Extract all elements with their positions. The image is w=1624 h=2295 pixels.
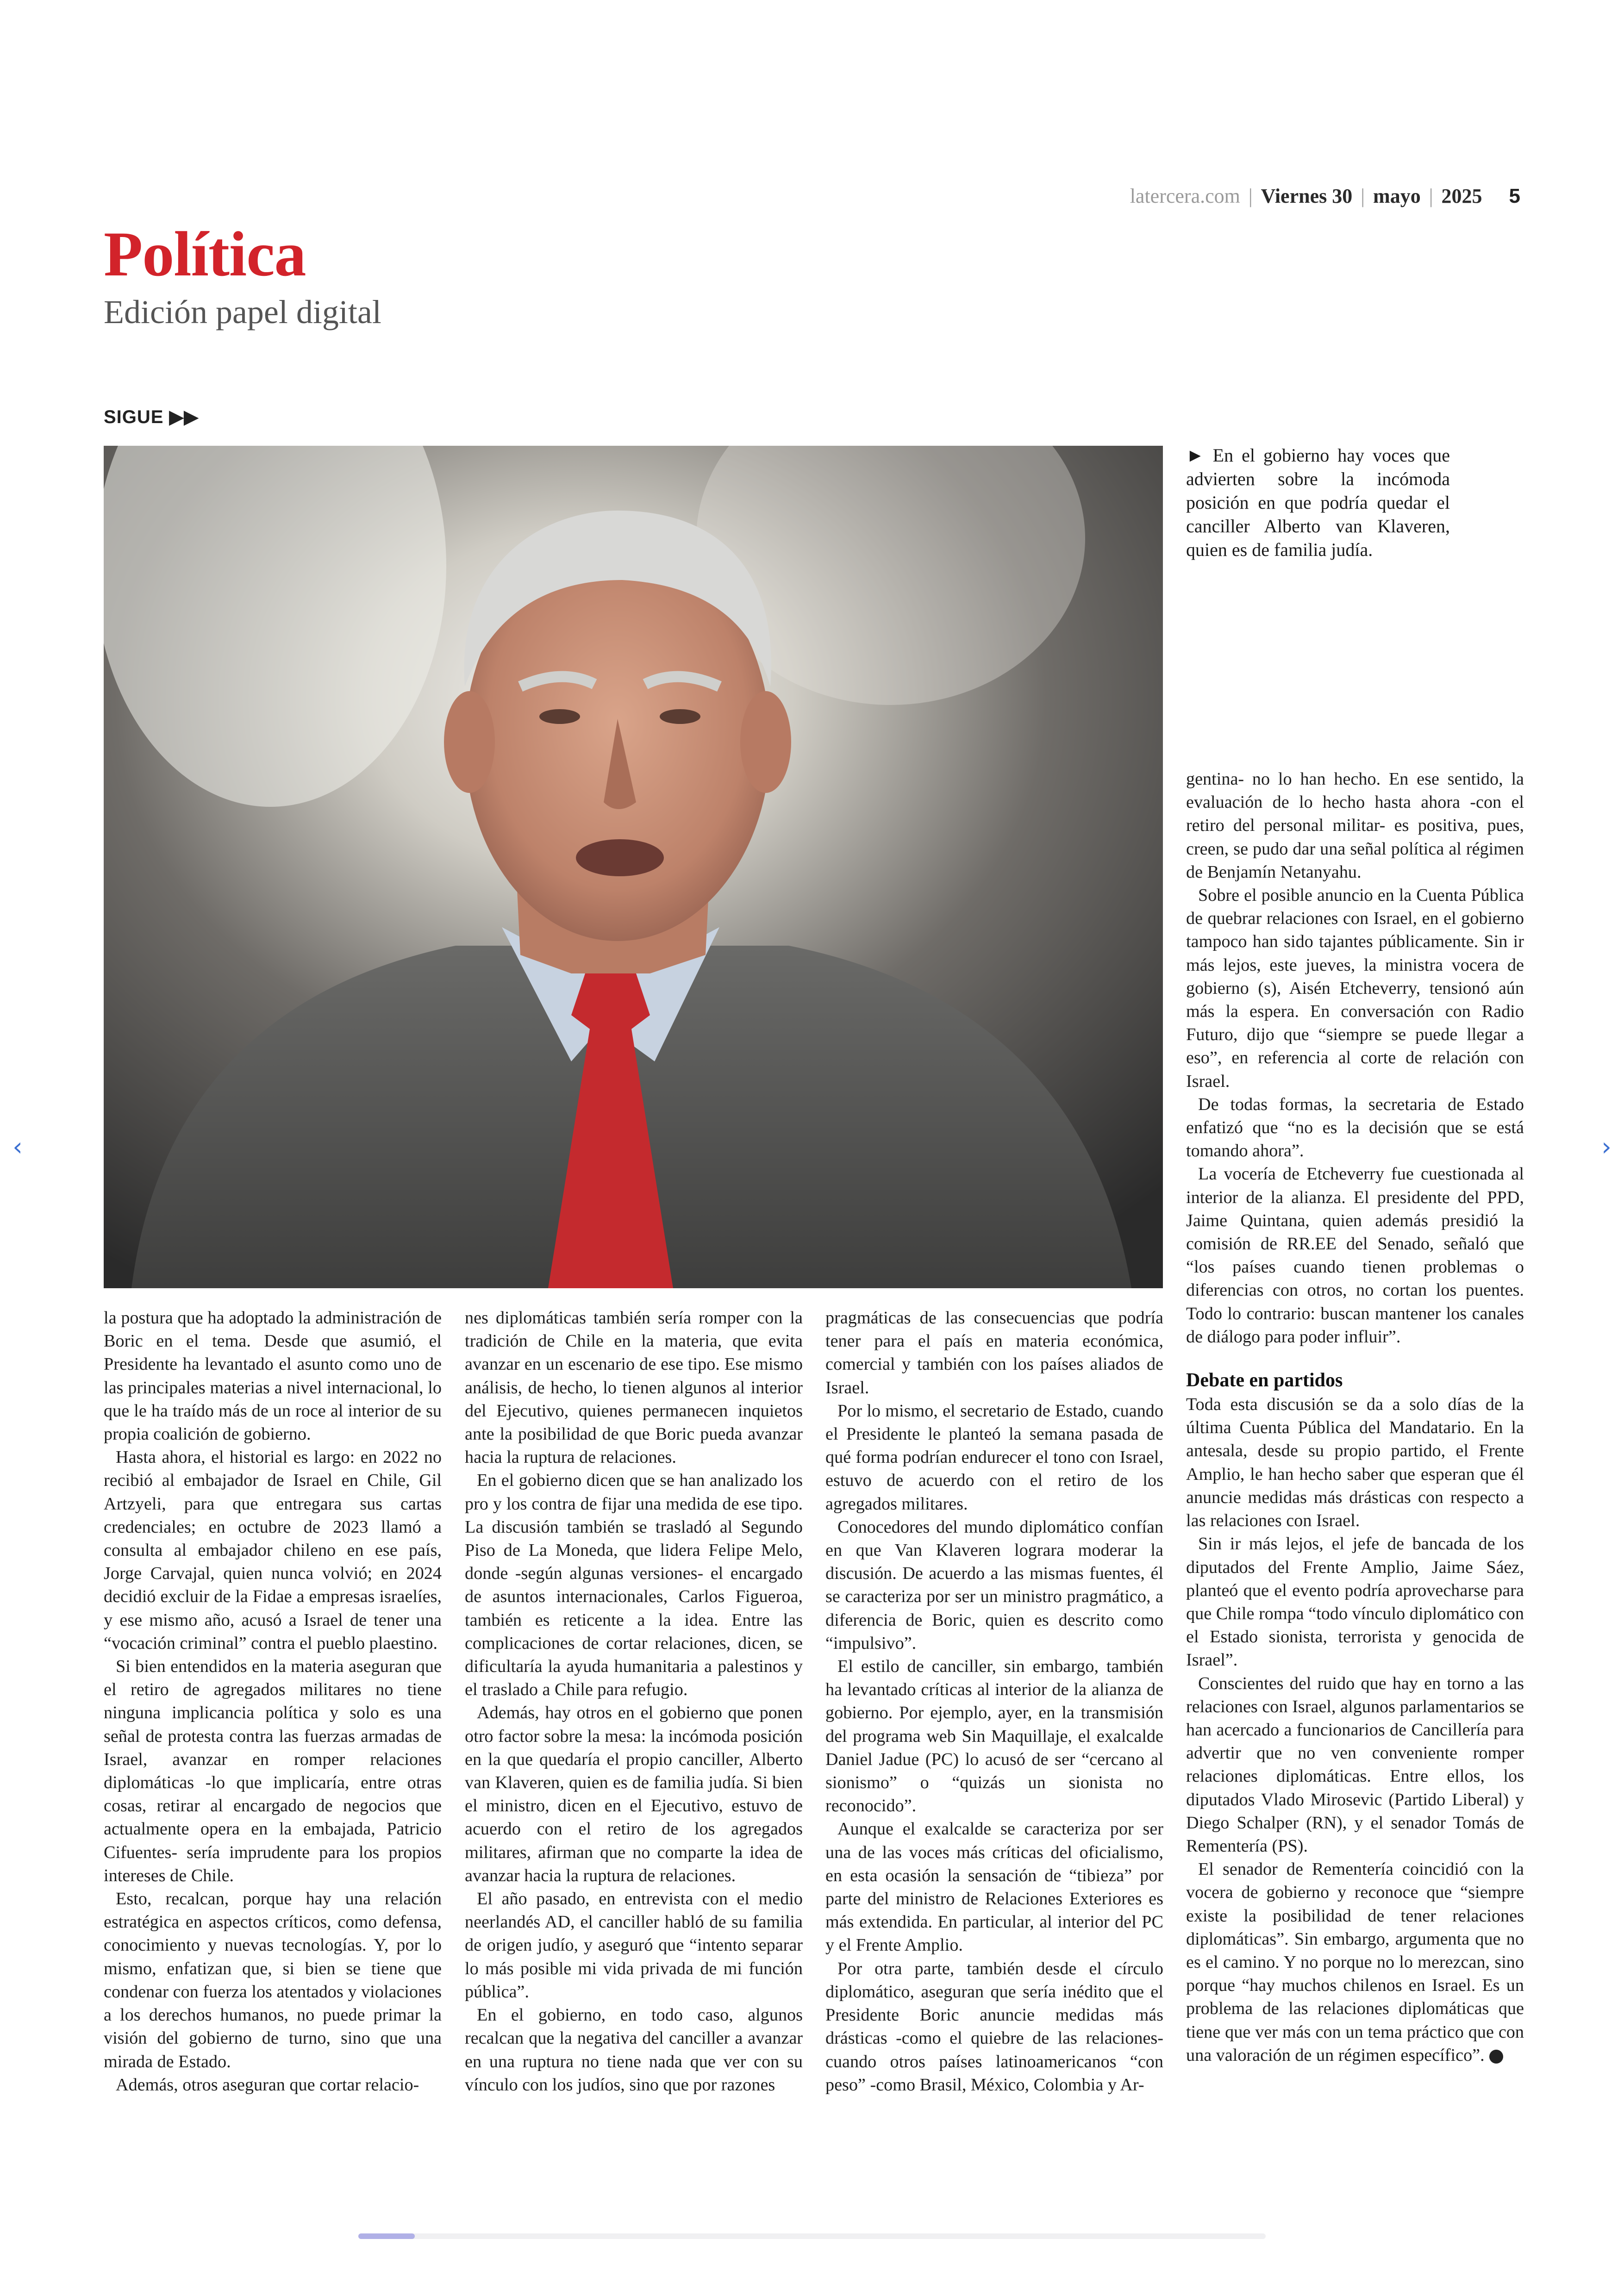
header-day: Viernes 30 [1261, 185, 1353, 207]
paragraph: De todas formas, la secretaria de Estado enfatizó que “no es la decisión que se está tomando ahora”. [1186, 1094, 1524, 1161]
paragraph: La vocería de Etcheverry fue cuestionada al interior de la alianza. El presidente del PPD, Jaime Quintana, quien además presidió la comisión de RR.EE del Senado, señaló que “los países cuando tienen problemas o diferencias con otros, no cortan los puentes. Todo lo contrario: buscan mantener los canales de diálogo para poder influir”. [1186, 1164, 1524, 1347]
paragraph: Toda esta discusión se da a solo días de la última Cuenta Pública del Mandatario. En la antesala, desde su propio partido, el Frente Amplio, le han hecho saber que esperan que él anuncie medidas más drásticas con respecto a las relaciones con Israel. [1186, 1395, 1524, 1531]
paragraph: El año pasado, en entrevista con el medio neerlandés AD, el canciller habló de su familia de origen judío, y aseguró que “intento separar lo más posible mi vida privada de mi función pública”. [465, 1889, 803, 2002]
subheading: Debate en partidos [1186, 1370, 1343, 1391]
article-column-1 [104, 1306, 442, 2096]
paragraph: Aunque el exalcalde se caracteriza por ser una de las voces más críticas del oficialismo, en esta ocasión la sensación de “tibieza” por parte del ministro de Relaciones Exteriores es más extendida. En particular, al interior del PC y el Frente Amplio. [825, 1819, 1163, 1955]
chevron-right-icon[interactable]: › [1601, 1132, 1612, 1161]
section-subtitle: Edición papel digital [104, 293, 381, 331]
article-column-3 [825, 1306, 1163, 2096]
page-header [1130, 184, 1520, 208]
article-column-2 [465, 1306, 803, 2096]
photo-caption: ► En el gobierno hay voces que advierten sobre la incómoda posición en que podría quedar el canciller Alberto van Klaveren, quien es de familia judía. [1186, 445, 1450, 560]
end-of-article-dot-icon [1489, 2050, 1503, 2064]
article-column-4 [1186, 767, 1524, 2067]
paragraph: Por otra parte, también desde el círculo diplomático, aseguran que sería inédito que el Presidente Boric anuncie medidas más drásticas -como el quiebre de las relaciones- cuando otros países latinoamericanos “con peso” -como Brasil, México, Colombia y Ar- [825, 1958, 1163, 2095]
paragraph: Sobre el posible anuncio en la Cuenta Pública de quebrar relaciones con Israel, en el gobierno tampoco han sido tajantes públicamente. Sin ir más lejos, este jueves, la ministra vocera de gobierno (s), Aisén Etcheverry, tensionó aún más la espera. En conversación con Radio Futuro, dijo que “siempre se puede llegar a eso”, en referencia al corte de relación con Israel. [1186, 886, 1524, 1091]
paragraph: Además, hay otros en el gobierno que ponen otro factor sobre la mesa: la incómoda posición en la que quedaría el propio canciller, Alberto van Klaveren, quien es de familia judía. Si bien el ministro, dicen en el Ejecutivo, estuvo de acuerdo con el retiro de los agregados militares, afirman que no comparte la idea de avanzar hacia la ruptura de relaciones. [465, 1703, 803, 1885]
paragraph: Conocedores del mundo diplomático confían en que Van Klaveren lograrа moderar la discusión. De acuerdo a las mismas fuentes, él se caracteriza por ser un ministro pragmático, a diferencia de Boric, quien es descrito como “impulsivo”. [825, 1517, 1163, 1653]
paragraph: En el gobierno, en todo caso, algunos recalcan que la negativa del canciller a avanzar en una ruptura no tiene nada que ver con su vínculo con los judíos, sino que por razones [465, 2005, 803, 2095]
section-title: Política [104, 218, 306, 289]
header-year: 2025 [1441, 185, 1482, 207]
page-number: 5 [1509, 185, 1520, 207]
page-scroll-thumb[interactable] [358, 2233, 415, 2239]
paragraph: Esto, recalcan, porque hay una relación estratégica en aspectos críticos, como defensa, conocimiento y nuevas tecnologías. Y, por lo mismo, enfatizan que, si bien se tiene que condenar con fuerza los atentados y violaciones a los derechos humanos, no puede primar la visión del gobierno de turno, sino que una mirada de Estado. [104, 1889, 442, 2071]
paragraph: El estilo de canciller, sin embargo, también ha levantado críticas al interior de la alianza de gobierno. Por ejemplo, ayer, en la transmisión del programa web Sin Maquillaje, el exalcalde Daniel Jadue (PC) lo acusó de ser “cercano al sionismo” o “quizás un sionista no reconocido”. [825, 1657, 1163, 1816]
page-scroll-track[interactable] [358, 2233, 1266, 2239]
paragraph: Conscientes del ruido que hay en torno a las relaciones con Israel, algunos parlamentarios se han acercado a funcionarios de Cancillería para advertir que no ven conveniente romper relaciones diplomáticas. Entre ellos, los diputados Vlado Mirosevic (Partido Liberal) y Diego Schalper (RN), y el senador Tomás de Rementería (PS). [1186, 1673, 1524, 1856]
paragraph: En el gobierno dicen que se han analizado los pro y los contra de fijar una medida de ese tipo. La discusión también se trasladó al Segundo Piso de La Moneda, que lidera Felipe Melo, donde -según algunas versiones- el encargado de asuntos internacionales, Carlos Figueroa, también es reticente a la idea. Entre las complicaciones de cortar relaciones, dicen, se dificultaría la ayuda humanitaria a palestinos y el traslado a Chile para refugio. [465, 1471, 803, 1700]
continuation-label: SIGUE ▶▶ [104, 407, 199, 427]
paragraph: Además, otros aseguran que cortar relacio- [116, 2075, 419, 2095]
chevron-left-icon[interactable]: ‹ [12, 1132, 23, 1161]
paragraph [1186, 1858, 1524, 2067]
header-separator: | [1361, 185, 1365, 207]
article-photo [104, 446, 1163, 1288]
header-separator: | [1248, 185, 1253, 207]
paragraph: gentina- no lo han hecho. En ese sentido, la evaluación de lo hecho hasta ahora -con el retiro del personal militar- es positiva, pues, creen, se pudo dar una señal política al régimen de Benjamín Netanyahu. [1186, 769, 1524, 882]
paragraph: Hasta ahora, el historial es largo: en 2022 no recibió al embajador de Israel en Chile, Gil Artzyeli, para que entregara sus cartas credenciales; en octubre de 2023 llamó a consulta al embajador chileno en ese país, Jorge Carvajal, quien nunca volvió; en 2024 decidió excluir de la Fidae a empresas israelíes, y ese mismo año, acusó a Israel de tener una “vocación criminal” contra el pueblo plaestino. [104, 1447, 442, 1653]
paragraph: Sin ir más lejos, el jefe de bancada de los diputados del Frente Amplio, Jaime Sáez, planteó que el evento podría aprovecharse para que Chile rompa “todo vínculo diplomático con el Estado sionista, terrorista y genocida de Israel”. [1186, 1534, 1524, 1670]
site-name[interactable]: latercera.com [1130, 185, 1240, 207]
paragraph: Si bien entendidos en la materia aseguran que el retiro de agregados militares no tiene ninguna implicancia política y solo es una señal de protesta contra las fuerzas armadas de Israel, avanzar en romper relaciones diplomáticas -lo que implicaría, entre otras cosas, retirar al encargado de negocios que actualmente opera en la embajada, Patricio Cifuentes- sería imprudente para los propios intereses de Chile. [104, 1657, 442, 1885]
paragraph: nes diplomáticas también sería romper con la tradición de Chile en la materia, que evita avanzar en un escenario de ese tipo. Ese mismo análisis, de hecho, lo tienen algunos al interior del Ejecutivo, quienes permanecen inquietos ante la posibilidad de que Boric pueda avanzar hacia la ruptura de relaciones. [465, 1308, 803, 1467]
portrait-illustration [104, 446, 1163, 1288]
paragraph: Por lo mismo, el secretario de Estado, cuando el Presidente le planteó la semana pasada de qué forma podrían endurecer el tono con Israel, estuvo de acuerdo con el retiro de los agregados militares. [825, 1401, 1163, 1514]
paragraph: la postura que ha adoptado la administración de Boric en el tema. Desde que asumió, el Presidente ha levantado el asunto como uno de las principales materias a nivel internacional, lo que le ha traído más de un roce al interior de su propia coalición de gobierno. [104, 1308, 442, 1444]
paragraph-text: El senador de Rementería coincidió con la vocera de gobierno y reconoce que “siempre existe la posibilidad de tener relaciones diplomáticas”. Sin embargo, argumenta que no es el camino. Y no porque no lo merezcan, sino porque “hay muchos chilenos en Israel. Es un problema de las relaciones diplomáticas que tiene que ver más con un tema práctico que con una valoración de un régimen específico”. [1186, 1859, 1524, 2065]
header-month: mayo [1373, 185, 1421, 207]
paragraph: pragmáticas de las consecuencias que podría tener para el país en materia económica, comercial y también con los países aliados de Israel. [825, 1308, 1163, 1397]
header-separator: | [1429, 185, 1433, 207]
